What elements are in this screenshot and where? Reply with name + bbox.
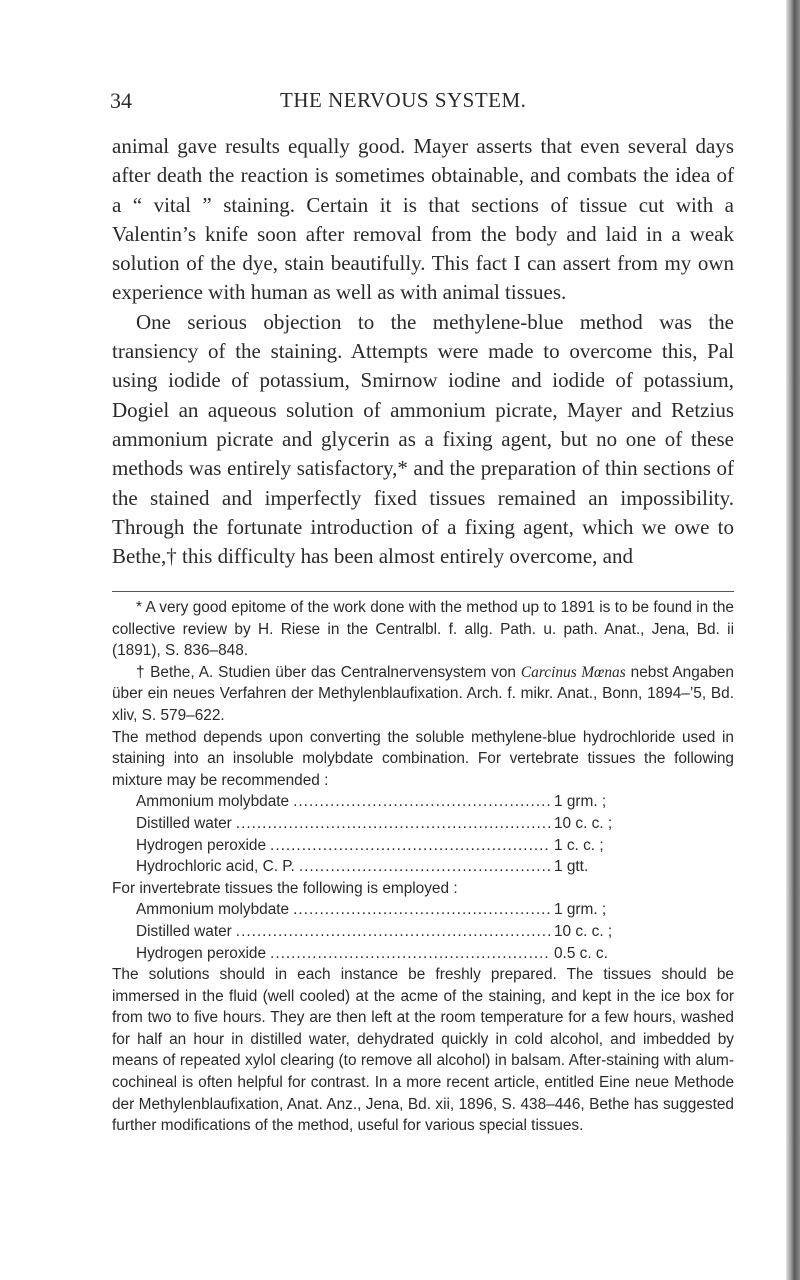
ingredient-quantity: 1 grm. ; bbox=[554, 793, 607, 811]
body-text bbox=[112, 132, 734, 571]
recipe-row bbox=[136, 943, 616, 965]
leader-dots bbox=[236, 813, 550, 835]
ingredient-name: Hydrogen peroxide bbox=[136, 836, 267, 854]
ingredient-name: Distilled water bbox=[136, 814, 232, 832]
leader-dots bbox=[270, 943, 550, 965]
ingredient-quantity: 10 c. c. ; bbox=[554, 814, 613, 832]
ingredient-name: Ammonium molybdate bbox=[136, 793, 290, 811]
ingredient-quantity: 1 c. c. ; bbox=[554, 836, 604, 854]
page-number: 34 bbox=[110, 88, 132, 113]
leader-dots bbox=[270, 835, 550, 857]
ingredient-quantity: 0.5 c. c. bbox=[554, 944, 608, 962]
recipe-row bbox=[136, 813, 616, 835]
ingredient-name: Ammonium molybdate bbox=[136, 901, 290, 919]
ingredient-quantity: 1 gtt. bbox=[554, 858, 589, 876]
running-title: THE NERVOUS SYSTEM. bbox=[280, 88, 527, 112]
recipe-row bbox=[136, 856, 616, 878]
recipe-row bbox=[136, 921, 616, 943]
footnote-dagger-source: nebst Angaben über ein neues Verfahren der Methylenblaufixation. Arch. f. mikr. Anat., Bonn, 1894–’5, Bd. xliv, S. 579–622. bbox=[112, 663, 734, 724]
leader-dots bbox=[236, 921, 550, 943]
recipe-row bbox=[136, 791, 616, 813]
ingredient-name: Hydrogen peroxide bbox=[136, 944, 267, 962]
footnote-closing: The solutions should in each instance be freshly prepared. The tissues should be immersed in the fluid (well cooled) at the acme of the staining, and kept in the ice box for from two to five hours. They are then left at the room temperature for a few hours, washed for half an hour in distilled water, dehydrated quickly in cold alcohol, and imbedded by means of repeated xylol clearing (to remove all alcohol) in balsam. After-staining with alum-cochineal is often helpful for contrast. In a more recent article, entitled Eine neue Methode der Methylenblaufixation, Anat. Anz., Jena, Bd. xii, 1896, S. 438–446, Bethe has suggested further modifications of the method, useful for various special tissues. bbox=[112, 966, 734, 1135]
ingredient-quantity: 10 c. c. ; bbox=[554, 922, 613, 940]
footnote-star: * A very good epitome of the work done with the method up to 1891 is to be found in the collective review by H. Riese in the Centralbl. f. allg. Path. u. path. Anat., Jena, Bd. ii (1891), S. 836–848. bbox=[112, 599, 734, 660]
leader-dots bbox=[293, 791, 550, 813]
invertebrate-intro: For invertebrate tissues the following is employed : bbox=[112, 879, 458, 897]
invertebrate-recipe bbox=[112, 899, 734, 964]
body-paragraph-2: One serious objection to the methylene-blue method was the transiency of the staining. Attempts were made to overcome this, Pal using iodide of potassium, Smirnow iodine and iodide of potassium, Dogiel an aqueous solution of ammonium picrate, Mayer and Retzius ammonium picrate and glycerin as a fixing agent, but no one of these methods was entirely satisfactory,* and the preparation of thin sections of the stained and imperfectly fixed tissues remained an impossibility. Through the fortunate introduction of a fixing agent, which we owe to Bethe,† this difficulty has been almost entirely overcome, and bbox=[112, 309, 734, 569]
vertebrate-recipe bbox=[112, 791, 734, 877]
recipe-row bbox=[136, 899, 616, 921]
page-header bbox=[110, 88, 730, 118]
footnote-dagger-citation: † Bethe, A. Studien über das Centralnervensystem von bbox=[136, 663, 521, 681]
footnotes bbox=[112, 597, 734, 1137]
ingredient-name: Distilled water bbox=[136, 922, 232, 940]
leader-dots bbox=[293, 899, 550, 921]
footnote-dagger-species: Carcinus Mœnas bbox=[520, 663, 626, 681]
recipe-row bbox=[136, 835, 616, 857]
body-paragraph-1: animal gave results equally good. Mayer asserts that even several days after death the reaction is sometimes obtainable, and combats the idea of a “ vital ” staining. Certain it is that sections of tissue cut with a Valentin’s knife soon after removal from the body and laid in a weak solution of the dye, stain beautifully. This fact I can assert from my own experience with human as well as with animal tissues. bbox=[112, 134, 734, 305]
method-intro: The method depends upon converting the soluble methylene-blue hydrochloride used in staining into an insoluble molybdate combination. For vertebrate tissues the following mixture may be recommended : bbox=[112, 728, 734, 789]
footnote-dagger bbox=[112, 662, 734, 727]
footnote-divider bbox=[112, 591, 734, 592]
page-edge-shadow bbox=[786, 0, 800, 1280]
ingredient-name: Hydrochloric acid, C. P. bbox=[136, 858, 295, 876]
leader-dots bbox=[299, 856, 550, 878]
ingredient-quantity: 1 grm. ; bbox=[554, 901, 607, 919]
